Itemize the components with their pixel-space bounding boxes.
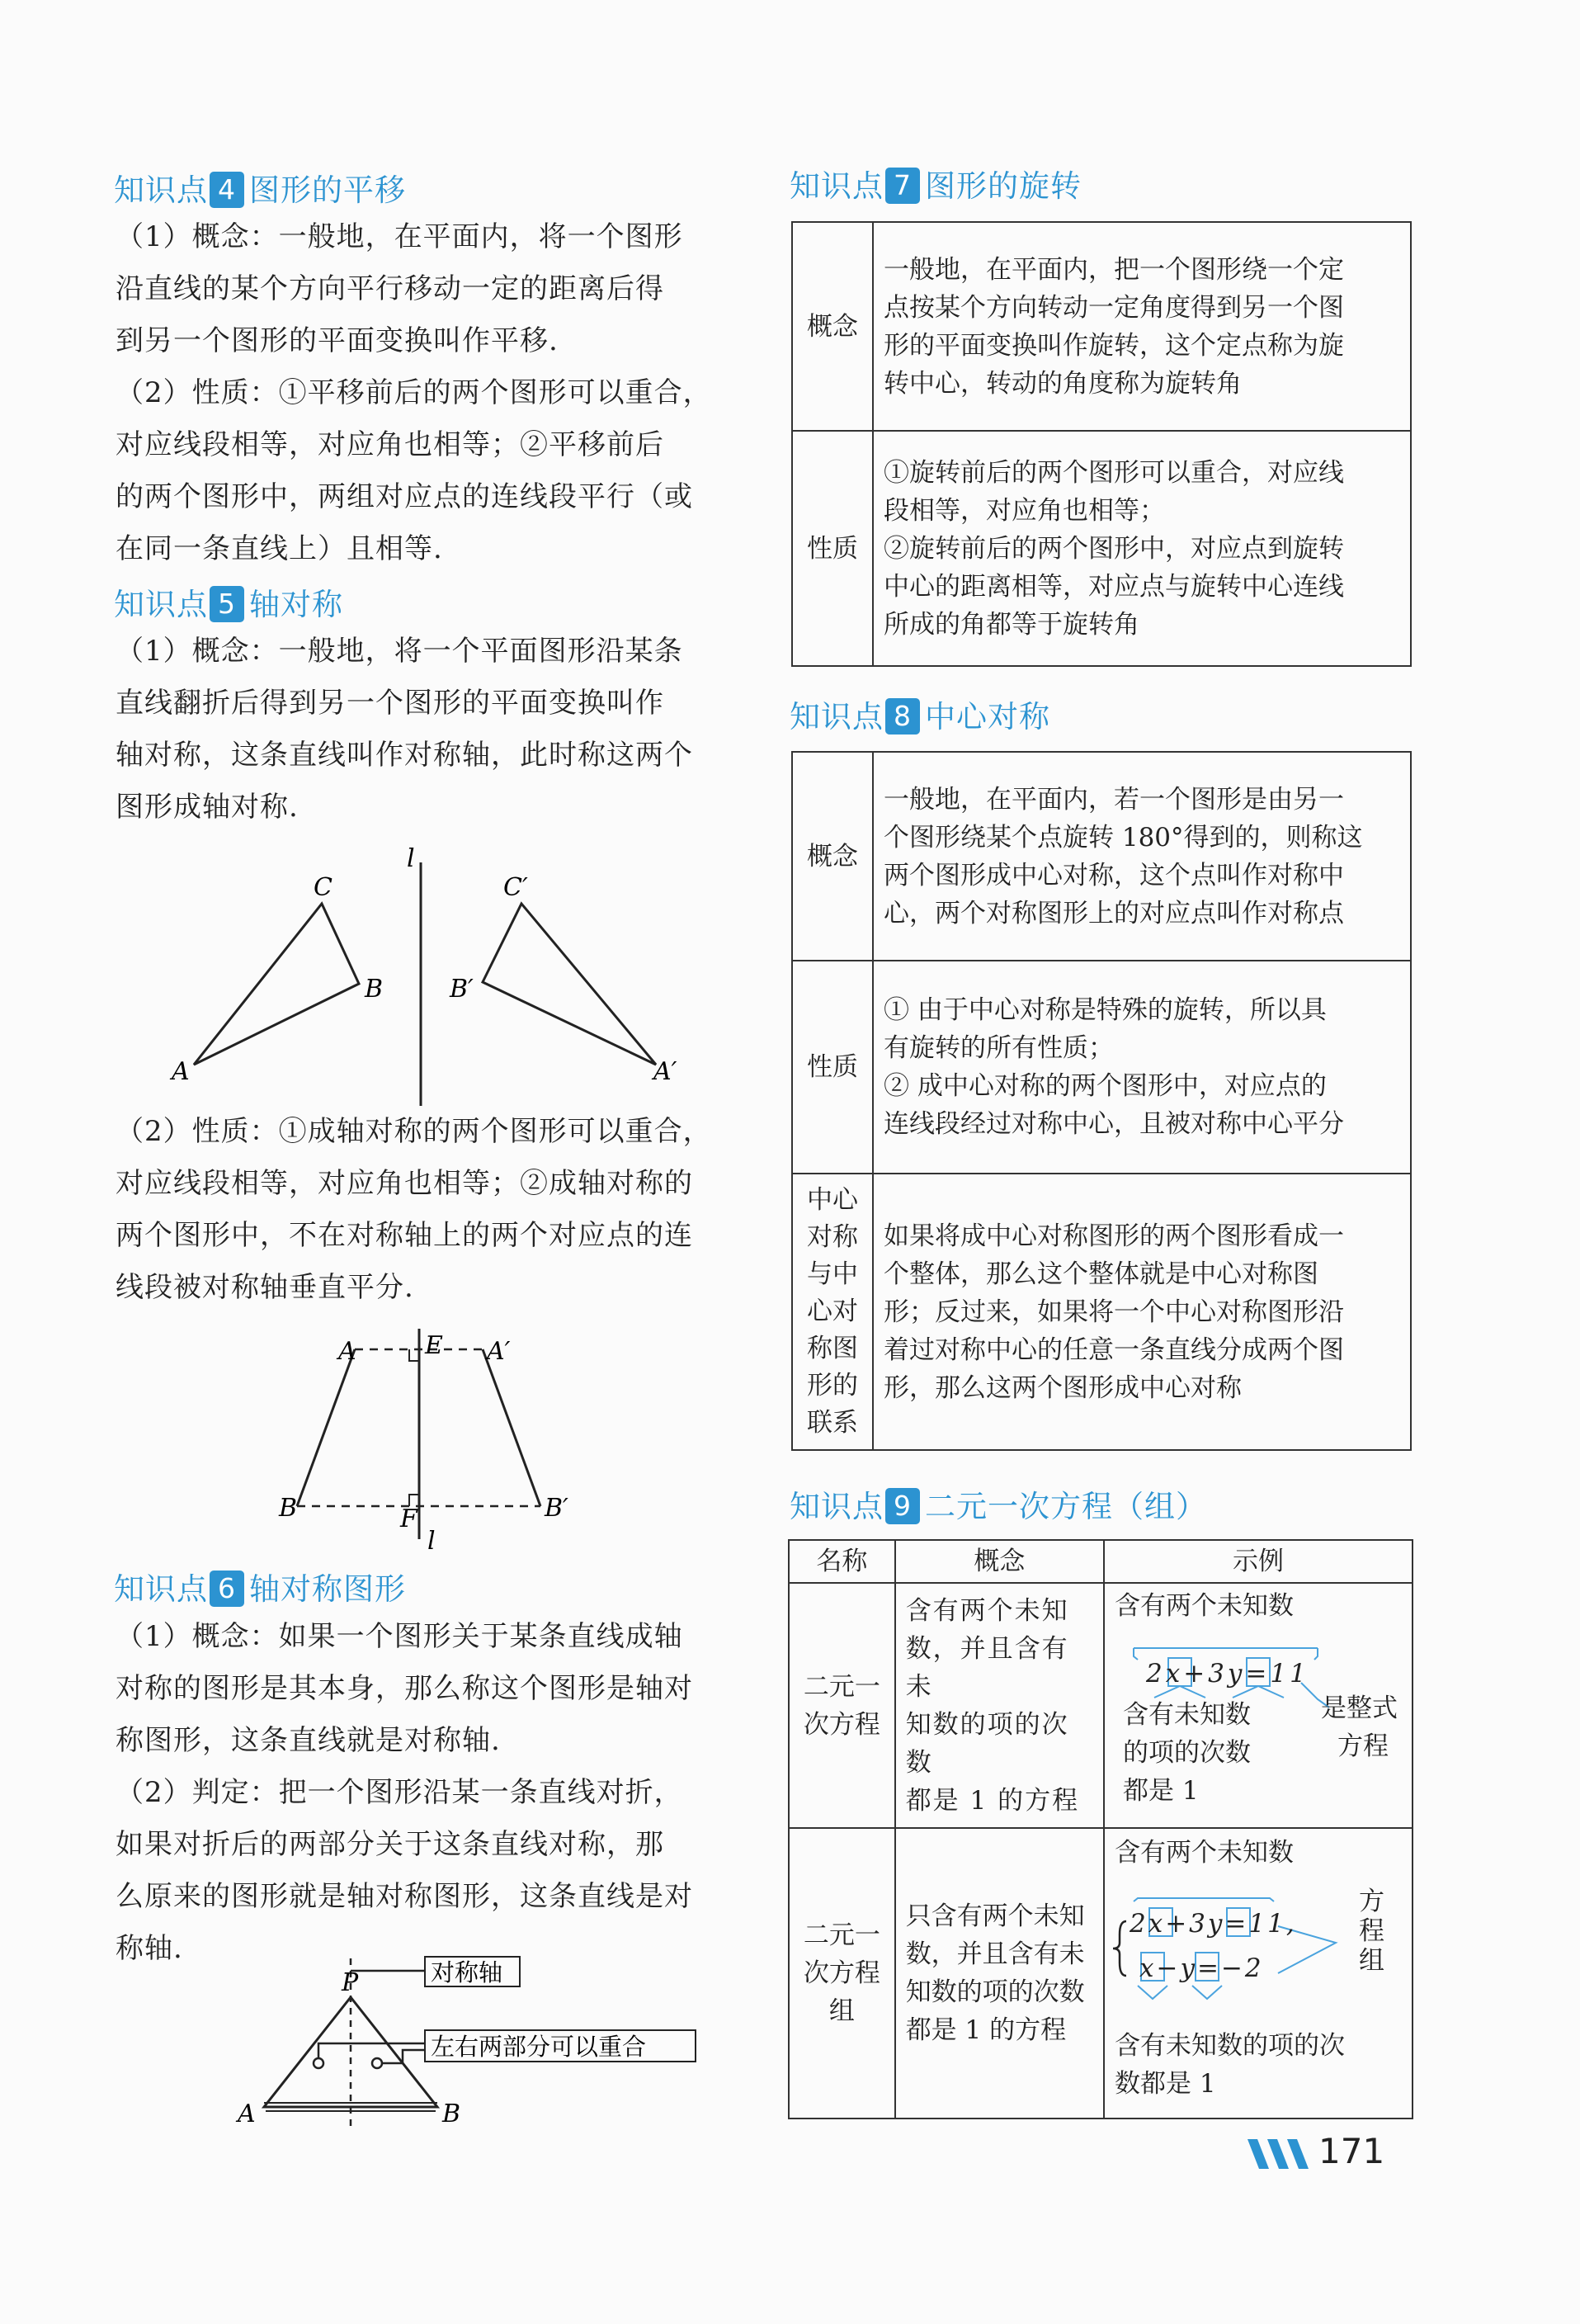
text-line: 所成的角都等于旋转角 [884, 609, 1139, 640]
text-line: （1）概念：一般地，在平面内，将一个图形 [116, 220, 683, 253]
text-line: 着过对称中心的任意一条直线分成两个图 [884, 1334, 1344, 1365]
example-note-bottom [1115, 2027, 1345, 2103]
heading-prefix: 知识点 [114, 172, 208, 208]
equation: 2x+3y=11 [1146, 1659, 1309, 1689]
row-content [873, 752, 1411, 961]
heading-prefix: 知识点 [790, 168, 884, 204]
text-line: 一般地，在平面内，若一个图形是由另一 [884, 784, 1344, 815]
example-note-right [1359, 1887, 1384, 1976]
label-a: A [172, 1057, 190, 1086]
row-header: 概念 [792, 222, 873, 431]
heading-prefix: 知识点 [790, 699, 884, 735]
table-row [792, 961, 1411, 1174]
section-number-badge: 6 [210, 1571, 244, 1607]
text-line: 的两个图形中，两组对应点的连线段平行（或 [116, 480, 693, 513]
row-content [873, 961, 1411, 1174]
example-note-left [1123, 1696, 1251, 1810]
header-line: 对称 [807, 1222, 858, 1252]
text-line: 知数的项的次数 [905, 1709, 1069, 1778]
row-content [873, 1174, 1411, 1450]
label-b-prime: B′ [545, 1494, 568, 1523]
trapezoid-left-side [297, 1349, 355, 1506]
header-line: 称图 [807, 1334, 858, 1363]
example-2 [1105, 1829, 1412, 2118]
text-line: 含有两个未知 [905, 1595, 1069, 1626]
section-number-badge: 5 [210, 586, 244, 622]
text-line: 对应线段相等，对应角也相等；②成轴对称的 [116, 1167, 693, 1200]
text-line: 形，那么这两个图形成中心对称 [884, 1372, 1242, 1403]
callout-overlap-text: 左右两部分可以重合 [431, 2033, 647, 2061]
central-symmetry-table [791, 751, 1412, 1451]
text-line: 个整体，那么这个整体就是中心对称图 [884, 1259, 1318, 1289]
text-line: 数，并且含有未 [905, 1939, 1085, 1969]
pointer-x2 [1138, 1986, 1167, 1999]
label-b-prime: B′ [450, 975, 474, 1004]
axisymmetric-triangle-figure [140, 1954, 710, 2128]
table-row [792, 1174, 1411, 1450]
text-line: （1）概念：一般地，将一个平面图形沿某条 [116, 635, 683, 668]
header-line: 与中 [807, 1259, 858, 1289]
text-line: 在同一条直线上）且相等. [116, 532, 443, 565]
linear-equation-table [788, 1539, 1413, 2119]
text-line: 程 [1359, 1916, 1384, 1946]
text-line: 是整式 [1321, 1693, 1398, 1723]
text-line: 么原来的图形就是轴对称图形，这条直线是对 [116, 1880, 693, 1913]
example-1 [1105, 1584, 1412, 1827]
heading-prefix: 知识点 [114, 587, 208, 622]
text-line: 心，两个对称图形上的对应点叫作对称点 [884, 898, 1344, 928]
text-line: （2）判定：把一个图形沿某一条直线对折， [116, 1776, 683, 1809]
header-line: 形的 [807, 1371, 858, 1401]
section-5-heading [114, 579, 343, 624]
text-line: 含有未知数 [1123, 1700, 1251, 1730]
triangle-abc [194, 904, 359, 1065]
callout-line-right [382, 2050, 425, 2063]
section-number-badge: 8 [885, 698, 920, 735]
column-header: 名称 [789, 1540, 895, 1583]
text-line: 对称的图形是其本身，那么称这个图形是轴对 [116, 1672, 693, 1705]
text-line: 只含有两个未知 [905, 1901, 1085, 1931]
right-angle-mark-top [409, 1349, 419, 1361]
text-line: 直线翻折后得到另一个图形的平面变换叫作 [116, 687, 664, 720]
bracket-top [1134, 1898, 1274, 1901]
section-title: 图形的旋转 [925, 168, 1082, 204]
text-line: 方程 [1337, 1731, 1389, 1761]
row-header: 性质 [792, 431, 873, 666]
name-cell [789, 1583, 895, 1828]
header-line: 心对 [807, 1297, 858, 1326]
section-5-text-a [116, 626, 747, 834]
text-line: 如果对折后的两部分关于这条直线对称，那 [116, 1828, 664, 1861]
text-line: 中心的距离相等，对应点与旋转中心连线 [884, 571, 1344, 602]
right-dot [372, 2058, 382, 2068]
text-line: 图形成轴对称. [116, 791, 299, 824]
trapezoid-axis-figure [264, 1325, 611, 1560]
section-4-text [116, 211, 747, 575]
table-row [792, 431, 1411, 666]
text-line: 一般地，在平面内，把一个图形绕一个定 [884, 254, 1344, 285]
label-c: C [314, 873, 333, 902]
label-b: B [279, 1494, 298, 1523]
table-row [792, 752, 1411, 961]
equation-1: 2x+3y=11, [1130, 1909, 1297, 1939]
text-line: 数，并且含有未 [905, 1633, 1069, 1702]
text-line: 称图形，这条直线就是对称轴. [116, 1724, 501, 1757]
text-line: 段相等，对应角也相等； [884, 495, 1165, 526]
section-number-badge: 9 [885, 1488, 920, 1524]
heading-prefix: 知识点 [114, 1571, 208, 1607]
text-line: 两个图形中，不在对称轴上的两个对应点的连 [116, 1219, 693, 1252]
text-line: ②旋转前后的两个图形中，对应点到旋转 [884, 533, 1344, 564]
text-line: 都是 1 的方程 [905, 2015, 1067, 2045]
section-7-heading [790, 161, 1082, 205]
text-line: 数都是 1 [1115, 2069, 1216, 2099]
table-row [789, 1828, 1413, 2119]
callout-axis-text: 对称轴 [431, 1958, 503, 1986]
concept-cell [895, 1583, 1104, 1828]
section-6-text [116, 1611, 747, 1975]
bracket-left [1134, 1648, 1138, 1660]
text-line: 都是 1 的方程 [905, 1785, 1080, 1816]
text-line: （1）概念：如果一个图形关于某条直线成轴 [116, 1620, 683, 1653]
triangle-abc-prime [483, 904, 656, 1065]
text-line: 二元一 [803, 1671, 880, 1702]
example-cell [1104, 1583, 1413, 1828]
text-line: （2）性质：①成轴对称的两个图形可以重合， [116, 1115, 712, 1148]
label-c-prime: C′ [503, 873, 528, 902]
row-content [873, 222, 1411, 431]
label-a: A [338, 1337, 356, 1366]
text-line: 个图形绕某个点旋转 180°得到的，则称这 [884, 822, 1363, 853]
example-note-top: 含有两个未知数 [1115, 1838, 1294, 1868]
table-row [789, 1583, 1413, 1828]
section-number-badge: 7 [885, 168, 920, 204]
text-line: 组 [1359, 1946, 1384, 1976]
label-a-prime: A′ [653, 1057, 677, 1086]
text-line: （2）性质：①平移前后的两个图形可以重合， [116, 376, 712, 409]
table-row [792, 222, 1411, 431]
text-line: 含有未知数的项的次 [1115, 2031, 1345, 2061]
section-6-heading [114, 1564, 406, 1608]
text-line: 对应线段相等，对应角也相等；②平移前后 [116, 428, 664, 461]
section-title: 中心对称 [925, 699, 1050, 735]
text-line: 如果将成中心对称图形的两个图形看成一 [884, 1221, 1344, 1251]
text-line: ①旋转前后的两个图形可以重合，对应线 [884, 457, 1344, 488]
text-line: ① 由于中心对称是特殊的旋转，所以具 [884, 995, 1327, 1025]
label-e: E [425, 1331, 443, 1360]
equation-2: x−y=−2 [1139, 1953, 1264, 1983]
name-cell [789, 1828, 895, 2119]
text-line: 转中心，转动的角度称为旋转角 [884, 368, 1242, 399]
column-header: 概念 [895, 1540, 1104, 1583]
label-l: l [407, 844, 415, 873]
example-note-top: 含有两个未知数 [1115, 1591, 1294, 1621]
section-title: 轴对称 [249, 587, 343, 622]
header-line: 联系 [807, 1408, 858, 1438]
label-a-prime: A′ [487, 1337, 511, 1366]
stripe-2 [1267, 2139, 1289, 2169]
reflection-triangles-figure [149, 834, 743, 1106]
example-cell [1104, 1828, 1413, 2119]
bracket-right [1314, 1648, 1318, 1660]
text-line: 次方程 [803, 1709, 880, 1740]
table-header-row [789, 1540, 1413, 1583]
text-line: 线段被对称轴垂直平分. [116, 1271, 414, 1304]
row-header [792, 1174, 873, 1450]
text-line: ② 成中心对称的两个图形中，对应点的 [884, 1071, 1327, 1101]
label-f: F [400, 1504, 417, 1533]
section-5-text-b [116, 1106, 747, 1314]
text-line: 组 [828, 1996, 855, 2026]
section-title: 图形的平移 [249, 172, 406, 208]
concept-cell [895, 1828, 1104, 2119]
text-line: 次方程 [803, 1958, 880, 1988]
system-brace [1113, 1921, 1126, 1976]
page-number: 171 [1318, 2131, 1385, 2171]
text-line: 形；反过来，如果将一个中心对称图形沿 [884, 1297, 1344, 1327]
trapezoid-right-side [483, 1349, 540, 1506]
text-line: 连线段经过对称中心，且被对称中心平分 [884, 1109, 1344, 1139]
row-header: 概念 [792, 752, 873, 961]
text-line: 轴对称，这条直线叫作对称轴，此时称这两个 [116, 739, 693, 772]
left-dot [314, 2058, 323, 2068]
row-header: 性质 [792, 961, 873, 1174]
column-header: 示例 [1104, 1540, 1413, 1583]
text-line: 都是 1 [1123, 1776, 1199, 1806]
text-line: 称轴. [116, 1932, 183, 1965]
section-8-heading [790, 692, 1050, 736]
rotation-table [791, 221, 1412, 667]
label-b: B [442, 2100, 461, 2128]
section-number-badge: 4 [210, 172, 244, 208]
pointer-y2 [1192, 1986, 1222, 1999]
section-title: 二元一次方程（组） [925, 1489, 1207, 1524]
label-b: B [365, 975, 384, 1004]
text-line: 方 [1359, 1887, 1384, 1916]
text-line: 有旋转的所有性质； [884, 1033, 1114, 1063]
text-line: 点按某个方向转动一定角度得到另一个图 [884, 292, 1344, 323]
header-line: 中心 [807, 1185, 858, 1215]
label-l: l [427, 1527, 436, 1556]
stripe-3 [1287, 2139, 1309, 2169]
example-note-right [1321, 1689, 1398, 1765]
text-line: 知数的项的次数 [905, 1977, 1085, 2007]
section-title: 轴对称图形 [249, 1571, 406, 1607]
row-content [873, 431, 1411, 666]
label-a: A [238, 2100, 256, 2128]
text-line: 两个图形成中心对称，这个点叫作对称中 [884, 860, 1344, 890]
text-line: 到另一个图形的平面变换叫作平移. [116, 324, 559, 357]
heading-prefix: 知识点 [790, 1489, 884, 1524]
section-9-heading [790, 1481, 1207, 1526]
section-4-heading [114, 165, 406, 210]
text-line: 形的平面变换叫作旋转，这个定点称为旋 [884, 330, 1344, 361]
stripe-1 [1247, 2139, 1269, 2169]
label-p: P [342, 1968, 359, 1997]
page-decoration-icon [1246, 2137, 1317, 2170]
text-line: 的项的次数 [1123, 1738, 1251, 1768]
text-line: 二元一 [803, 1920, 880, 1950]
text-line: 沿直线的某个方向平行移动一定的距离后得 [116, 272, 664, 305]
